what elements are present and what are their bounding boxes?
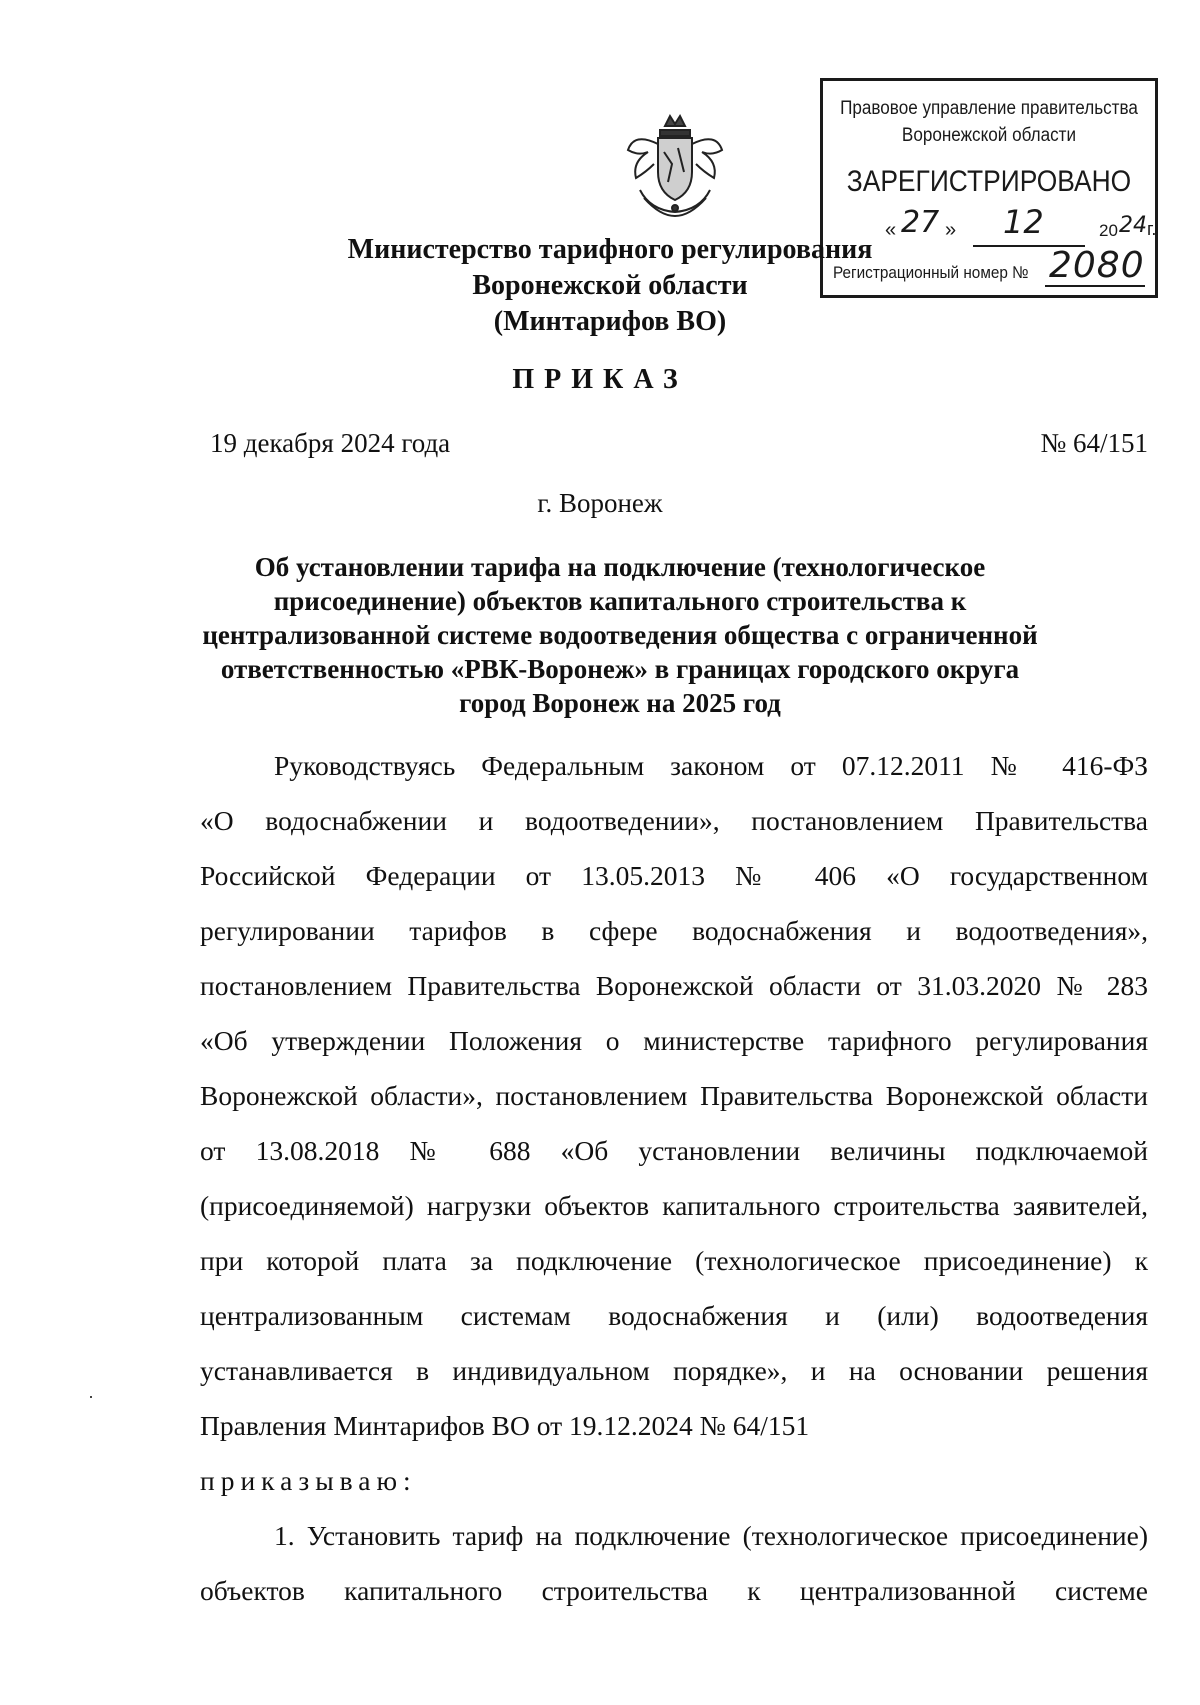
body-line: «Об утверждении Положения о министерстве тарифного регулирования (200, 1025, 1148, 1056)
order-city: г. Воронеж (537, 488, 663, 518)
body-line: «О водоснабжении и водоотведении», постановлением Правительства (200, 805, 1148, 836)
stamp-organization: Правовое управление правительства Воронежской области (840, 98, 1138, 146)
body-line: Российской Федерации от 13.05.2013 № 406 «О государственном (200, 860, 1148, 891)
order-number: № 64/151 (1040, 428, 1148, 458)
coat-of-arms-icon (620, 112, 730, 222)
ministry-name: Министерство тарифного регулирования Воронежской области (Минтарифов ВО) (347, 234, 873, 337)
body-line: постановлением Правительства Воронежской области от 31.03.2020 № 283 (200, 970, 1148, 1001)
body-line: (присоединяемой) нагрузки объектов капитального строительства заявителей, (200, 1190, 1148, 1221)
body-line: Руководствуясь Федеральным законом от 07.12.2011 № 416-ФЗ (274, 750, 1148, 781)
stamp-reg-line (1045, 285, 1145, 287)
stamp-registered-label: ЗАРЕГИСТРИРОВАНО (846, 165, 1132, 198)
order-date: 19 декабря 2024 года (210, 428, 451, 458)
decree-word: приказываю: (200, 1465, 417, 1496)
body-line: Воронежской области», постановлением Правительства Воронежской области (200, 1080, 1148, 1111)
stamp-date: « 27 » 12 20 24 г. (863, 209, 1143, 249)
body-line: от 13.08.2018 № 688 «Об установлении величины подключаемой (200, 1135, 1148, 1166)
body-line: Правления Минтарифов ВО от 19.12.2024 № 64/151 (200, 1410, 810, 1441)
order-subject: Об установлении тарифа на подключение (технологическое присоединение) объектов капитального строительства к централизованной системе водоотведения общества с ограниченной ответственностью «РВК-Воронеж» в границах городского округа город Воронеж на 2025 год (202, 552, 1038, 718)
body-line: централизованным системам водоснабжения и (или) водоотведения (200, 1300, 1148, 1331)
body-line: регулировании тарифов в сфере водоснабжения и водоотведения», (200, 915, 1148, 946)
stamp-reg-number: 2080 (1049, 245, 1145, 286)
stamp-reg-number-label: Регистрационный номер № (833, 263, 1029, 282)
point-line: объектов капитального строительства к централизованной системе (200, 1575, 1148, 1606)
stamp-month: 12 (1003, 203, 1044, 241)
order-title: ПРИКАЗ (512, 364, 688, 395)
body-line: при которой плата за подключение (технологическое присоединение) к (200, 1245, 1148, 1276)
stamp-year: 24 (1119, 213, 1147, 238)
point-line: 1. Установить тариф на подключение (технологическое присоединение) (274, 1520, 1148, 1551)
stamp-day: 27 (901, 205, 940, 240)
body-line: устанавливается в индивидуальном порядке», и на основании решения (200, 1355, 1148, 1386)
scan-speck (90, 1396, 92, 1398)
